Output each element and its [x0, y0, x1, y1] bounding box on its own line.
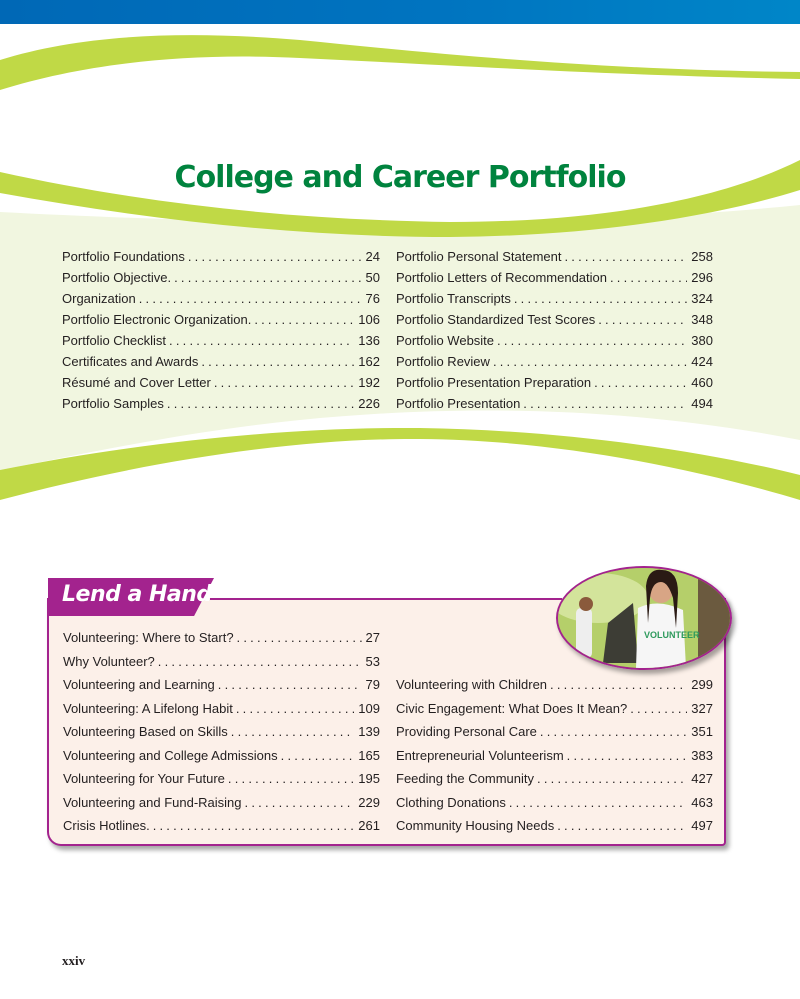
toc-entry-label: Volunteering for Your Future [63, 771, 225, 786]
toc-entry-label: Portfolio Personal Statement [396, 249, 562, 264]
leader-dots [278, 744, 355, 768]
lend-a-hand-top-border [210, 598, 562, 600]
toc-entry[interactable] [62, 288, 380, 309]
leader-dots [234, 626, 362, 650]
leader-dots [164, 393, 354, 414]
toc-entry[interactable] [396, 814, 713, 838]
toc-entry[interactable] [63, 744, 380, 768]
toc-entry[interactable] [63, 650, 380, 674]
toc-entry[interactable] [396, 267, 713, 288]
toc-entry-page: 226 [358, 396, 380, 411]
leader-dots [627, 697, 687, 721]
leader-dots [607, 267, 687, 288]
toc-entry[interactable] [396, 697, 713, 721]
leader-dots [494, 330, 687, 351]
toc-entry-label: Why Volunteer? [63, 653, 155, 669]
toc-entry-label: Clothing Donations [396, 794, 506, 810]
portfolio-toc-left [62, 246, 380, 414]
leader-dots [233, 697, 354, 721]
toc-entry-label: Feeding the Community [396, 771, 535, 786]
toc-entry-page: 463 [691, 794, 713, 810]
toc-entry-label: Portfolio Website [396, 333, 495, 348]
leader-dots [242, 791, 355, 815]
toc-entry-page: 195 [358, 771, 380, 786]
toc-entry-page: 109 [358, 700, 380, 716]
toc-entry-label: Volunteering with Children [396, 677, 548, 692]
toc-entry[interactable] [396, 791, 713, 815]
toc-entry-page: 351 [691, 724, 713, 739]
toc-entry[interactable] [396, 744, 713, 768]
toc-entry[interactable] [63, 814, 380, 838]
toc-entry-label: Volunteering: A Lifelong Habit [63, 700, 233, 716]
toc-entry-label: Portfolio Samples [62, 396, 164, 411]
lend-a-hand-toc-right [396, 673, 713, 838]
shirt-text: VOLUNTEER [644, 630, 700, 640]
toc-entry[interactable] [62, 246, 380, 267]
toc-entry[interactable] [62, 309, 380, 330]
toc-entry[interactable] [62, 393, 380, 414]
toc-entry-page: 76 [365, 291, 380, 306]
toc-entry-page: 380 [691, 333, 713, 348]
toc-entry[interactable] [63, 626, 380, 650]
toc-entry-label: Portfolio Letters of Recommendation [396, 270, 607, 285]
leader-dots [225, 767, 354, 791]
leader-dots [171, 267, 361, 288]
leader-dots [564, 744, 688, 768]
toc-entry-page: 27 [365, 630, 380, 645]
toc-entry-label: Certificates and Awards [62, 354, 199, 369]
toc-entry[interactable] [62, 351, 380, 372]
toc-entry-page: 165 [358, 747, 380, 763]
leader-dots [591, 372, 687, 393]
toc-entry[interactable] [396, 309, 713, 330]
toc-entry[interactable] [62, 267, 380, 288]
leader-dots [150, 814, 355, 838]
toc-entry-label: Portfolio Transcripts [396, 291, 511, 306]
toc-entry[interactable] [62, 330, 380, 351]
volunteer-illustration [558, 568, 730, 668]
leader-dots [506, 791, 687, 815]
toc-entry-page: 229 [358, 794, 380, 810]
leader-dots [198, 351, 354, 372]
toc-entry-page: 53 [365, 653, 380, 669]
toc-entry[interactable] [63, 720, 380, 744]
leader-dots [228, 720, 355, 744]
leader-dots [554, 814, 687, 838]
toc-entry-page: 383 [691, 747, 713, 763]
toc-entry-label: Volunteering Based on Skills [63, 724, 228, 739]
leader-dots [534, 767, 687, 791]
leader-dots [547, 673, 687, 697]
toc-entry-label: Civic Engagement: What Does It Mean? [396, 700, 628, 716]
toc-entry-page: 106 [358, 312, 380, 327]
toc-entry-page: 296 [691, 270, 713, 285]
toc-entry[interactable] [396, 673, 713, 697]
toc-entry[interactable] [396, 393, 713, 414]
toc-entry[interactable] [396, 330, 713, 351]
toc-entry[interactable] [396, 767, 713, 791]
leader-dots [251, 309, 354, 330]
toc-entry[interactable] [396, 372, 713, 393]
toc-entry-page: 136 [358, 333, 380, 348]
toc-entry-page: 324 [691, 291, 713, 306]
toc-entry-page: 50 [365, 270, 380, 285]
toc-entry[interactable] [63, 697, 380, 721]
leader-dots [155, 650, 362, 674]
toc-entry-page: 139 [358, 724, 380, 739]
portfolio-title: College and Career Portfolio [174, 160, 626, 195]
toc-entry-label: Portfolio Presentation Preparation [396, 375, 592, 390]
toc-entry-label: Volunteering and College Admissions [63, 747, 278, 763]
toc-entry-page: 79 [365, 677, 380, 692]
toc-entry[interactable] [62, 372, 380, 393]
toc-entry-label: Providing Personal Care [396, 724, 537, 739]
portfolio-toc-right [396, 246, 713, 414]
lend-a-hand-toc-left [63, 626, 380, 838]
toc-entry-page: 261 [358, 818, 380, 833]
toc-entry-label: Community Housing Needs [396, 818, 555, 833]
toc-entry-page: 348 [691, 312, 713, 327]
leader-dots [136, 288, 362, 309]
lend-a-hand-title: Lend a Hand [62, 582, 212, 607]
toc-entry-page: 327 [691, 700, 713, 716]
toc-entry-label: Portfolio Checklist [62, 333, 167, 348]
toc-entry-label: Volunteering and Learning [63, 677, 215, 692]
toc-entry-label: Volunteering: Where to Start? [63, 630, 234, 645]
leader-dots [561, 246, 687, 267]
toc-entry-page: 299 [691, 677, 713, 692]
toc-entry[interactable] [63, 791, 380, 815]
leader-dots [511, 288, 687, 309]
toc-entry-label: Portfolio Objective. [62, 270, 172, 285]
toc-entry-page: 192 [358, 375, 380, 390]
toc-entry-label: Crisis Hotlines. [63, 818, 150, 833]
toc-entry[interactable] [63, 673, 380, 697]
toc-entry[interactable] [396, 720, 713, 744]
leader-dots [211, 372, 354, 393]
toc-entry[interactable] [63, 767, 380, 791]
leader-dots [595, 309, 687, 330]
toc-entry-label: Résumé and Cover Letter [62, 375, 211, 390]
toc-entry-page: 258 [691, 249, 713, 264]
toc-entry[interactable] [396, 351, 713, 372]
toc-entry-page: 494 [691, 396, 713, 411]
toc-entry[interactable] [396, 288, 713, 309]
leader-dots [166, 330, 354, 351]
leader-dots [490, 351, 687, 372]
toc-entry-label: Organization [62, 291, 136, 306]
volunteer-photo [556, 566, 732, 670]
toc-entry-page: 427 [691, 771, 713, 786]
toc-entry-label: Portfolio Standardized Test Scores [396, 312, 596, 327]
leader-dots [520, 393, 687, 414]
page-number: xxiv [62, 953, 86, 968]
toc-entry-label: Portfolio Electronic Organization. [62, 312, 252, 327]
toc-entry-label: Volunteering and Fund-Raising [63, 794, 242, 810]
toc-entry-label: Portfolio Review [396, 354, 490, 369]
leader-dots [185, 246, 362, 267]
leader-dots [537, 720, 687, 744]
toc-entry[interactable] [396, 246, 713, 267]
toc-entry-label: Portfolio Foundations [62, 249, 185, 264]
toc-entry-page: 24 [365, 249, 380, 264]
toc-entry-label: Portfolio Presentation [396, 396, 521, 411]
toc-entry-page: 424 [691, 354, 713, 369]
toc-entry-page: 162 [358, 354, 380, 369]
toc-entry-page: 460 [691, 375, 713, 390]
toc-entry-label: Entrepreneurial Volunteerism [396, 747, 564, 763]
leader-dots [215, 673, 362, 697]
toc-entry-page: 497 [691, 818, 713, 833]
